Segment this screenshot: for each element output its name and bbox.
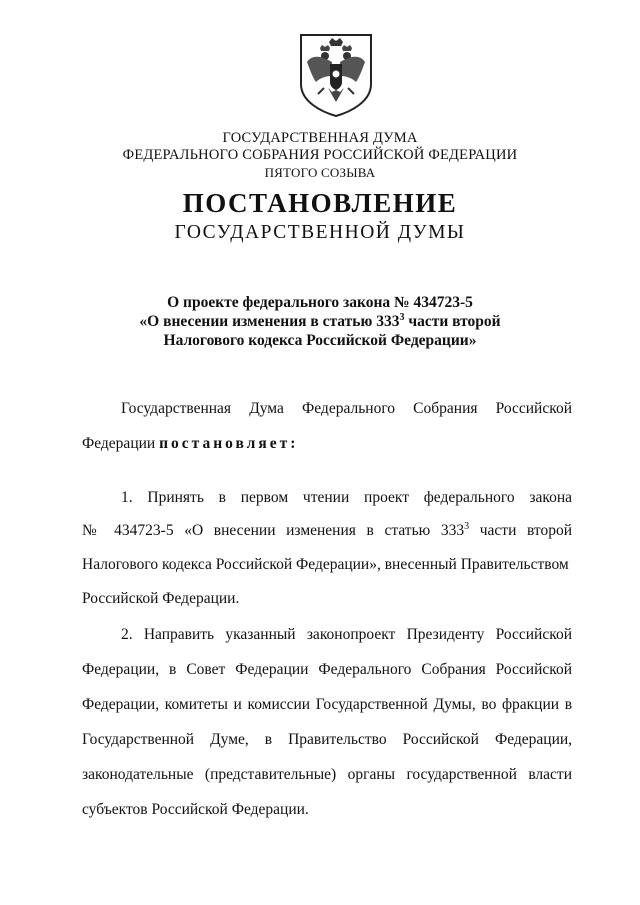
item2-line-3: Федерации, комитеты и комиссии Государственной Думы, во фракции в	[82, 696, 573, 713]
preamble-line-1: Государственная Дума Федерального Собрания Российской	[121, 400, 573, 417]
document-subtitle: ГОСУДАРСТВЕННОЙ ДУМЫ	[174, 222, 466, 243]
document-title: ПОСТАНОВЛЕНИЕ	[182, 188, 458, 218]
subject-line-1: О проекте федерального закона № 434723-5	[167, 294, 473, 311]
subject-line-2: «О внесении изменения в статью $333^3$ части второй	[139, 312, 501, 330]
item1-line-3: Налогового кодекса Российской Федерации», внесенный Правительством	[82, 556, 569, 573]
item1-line-1: 1. Принять в первом чтении проект федерального закона	[121, 489, 573, 506]
subject-line-3: Налогового кодекса Российской Федерации»	[163, 332, 477, 349]
item2-line-4: Государственной Думе, в Правительство Российской Федерации,	[82, 731, 573, 748]
item2-line-2: Федерации, в Совет Федерации Федерального Собрания Российской	[82, 661, 573, 678]
item2-line-5: законодательные (представительные) органы государственной власти	[82, 766, 572, 783]
header-line-assembly: ФЕДЕРАЛЬНОГО СОБРАНИЯ РОССИЙСКОЙ ФЕДЕРАЦИИ	[122, 147, 518, 163]
decree-verb: постановляет:	[159, 435, 299, 452]
preamble-line-2: Федерации постановляет:	[82, 435, 299, 452]
item1-line-4: Российской Федерации.	[82, 590, 240, 607]
item1-line-2: № 434723-5 «О внесении изменения в статью $333^3$ части второй	[82, 521, 573, 539]
item2-line-6: субъектов Российской Федерации.	[82, 801, 309, 818]
coat-of-arms-emblem	[298, 32, 374, 118]
header-line-convocation: ПЯТОГО СОЗЫВА	[264, 165, 376, 180]
header-line-duma: ГОСУДАРСТВЕННАЯ ДУМА	[222, 130, 418, 146]
item2-line-1: 2. Направить указанный законопроект Президенту Российской	[121, 626, 572, 643]
